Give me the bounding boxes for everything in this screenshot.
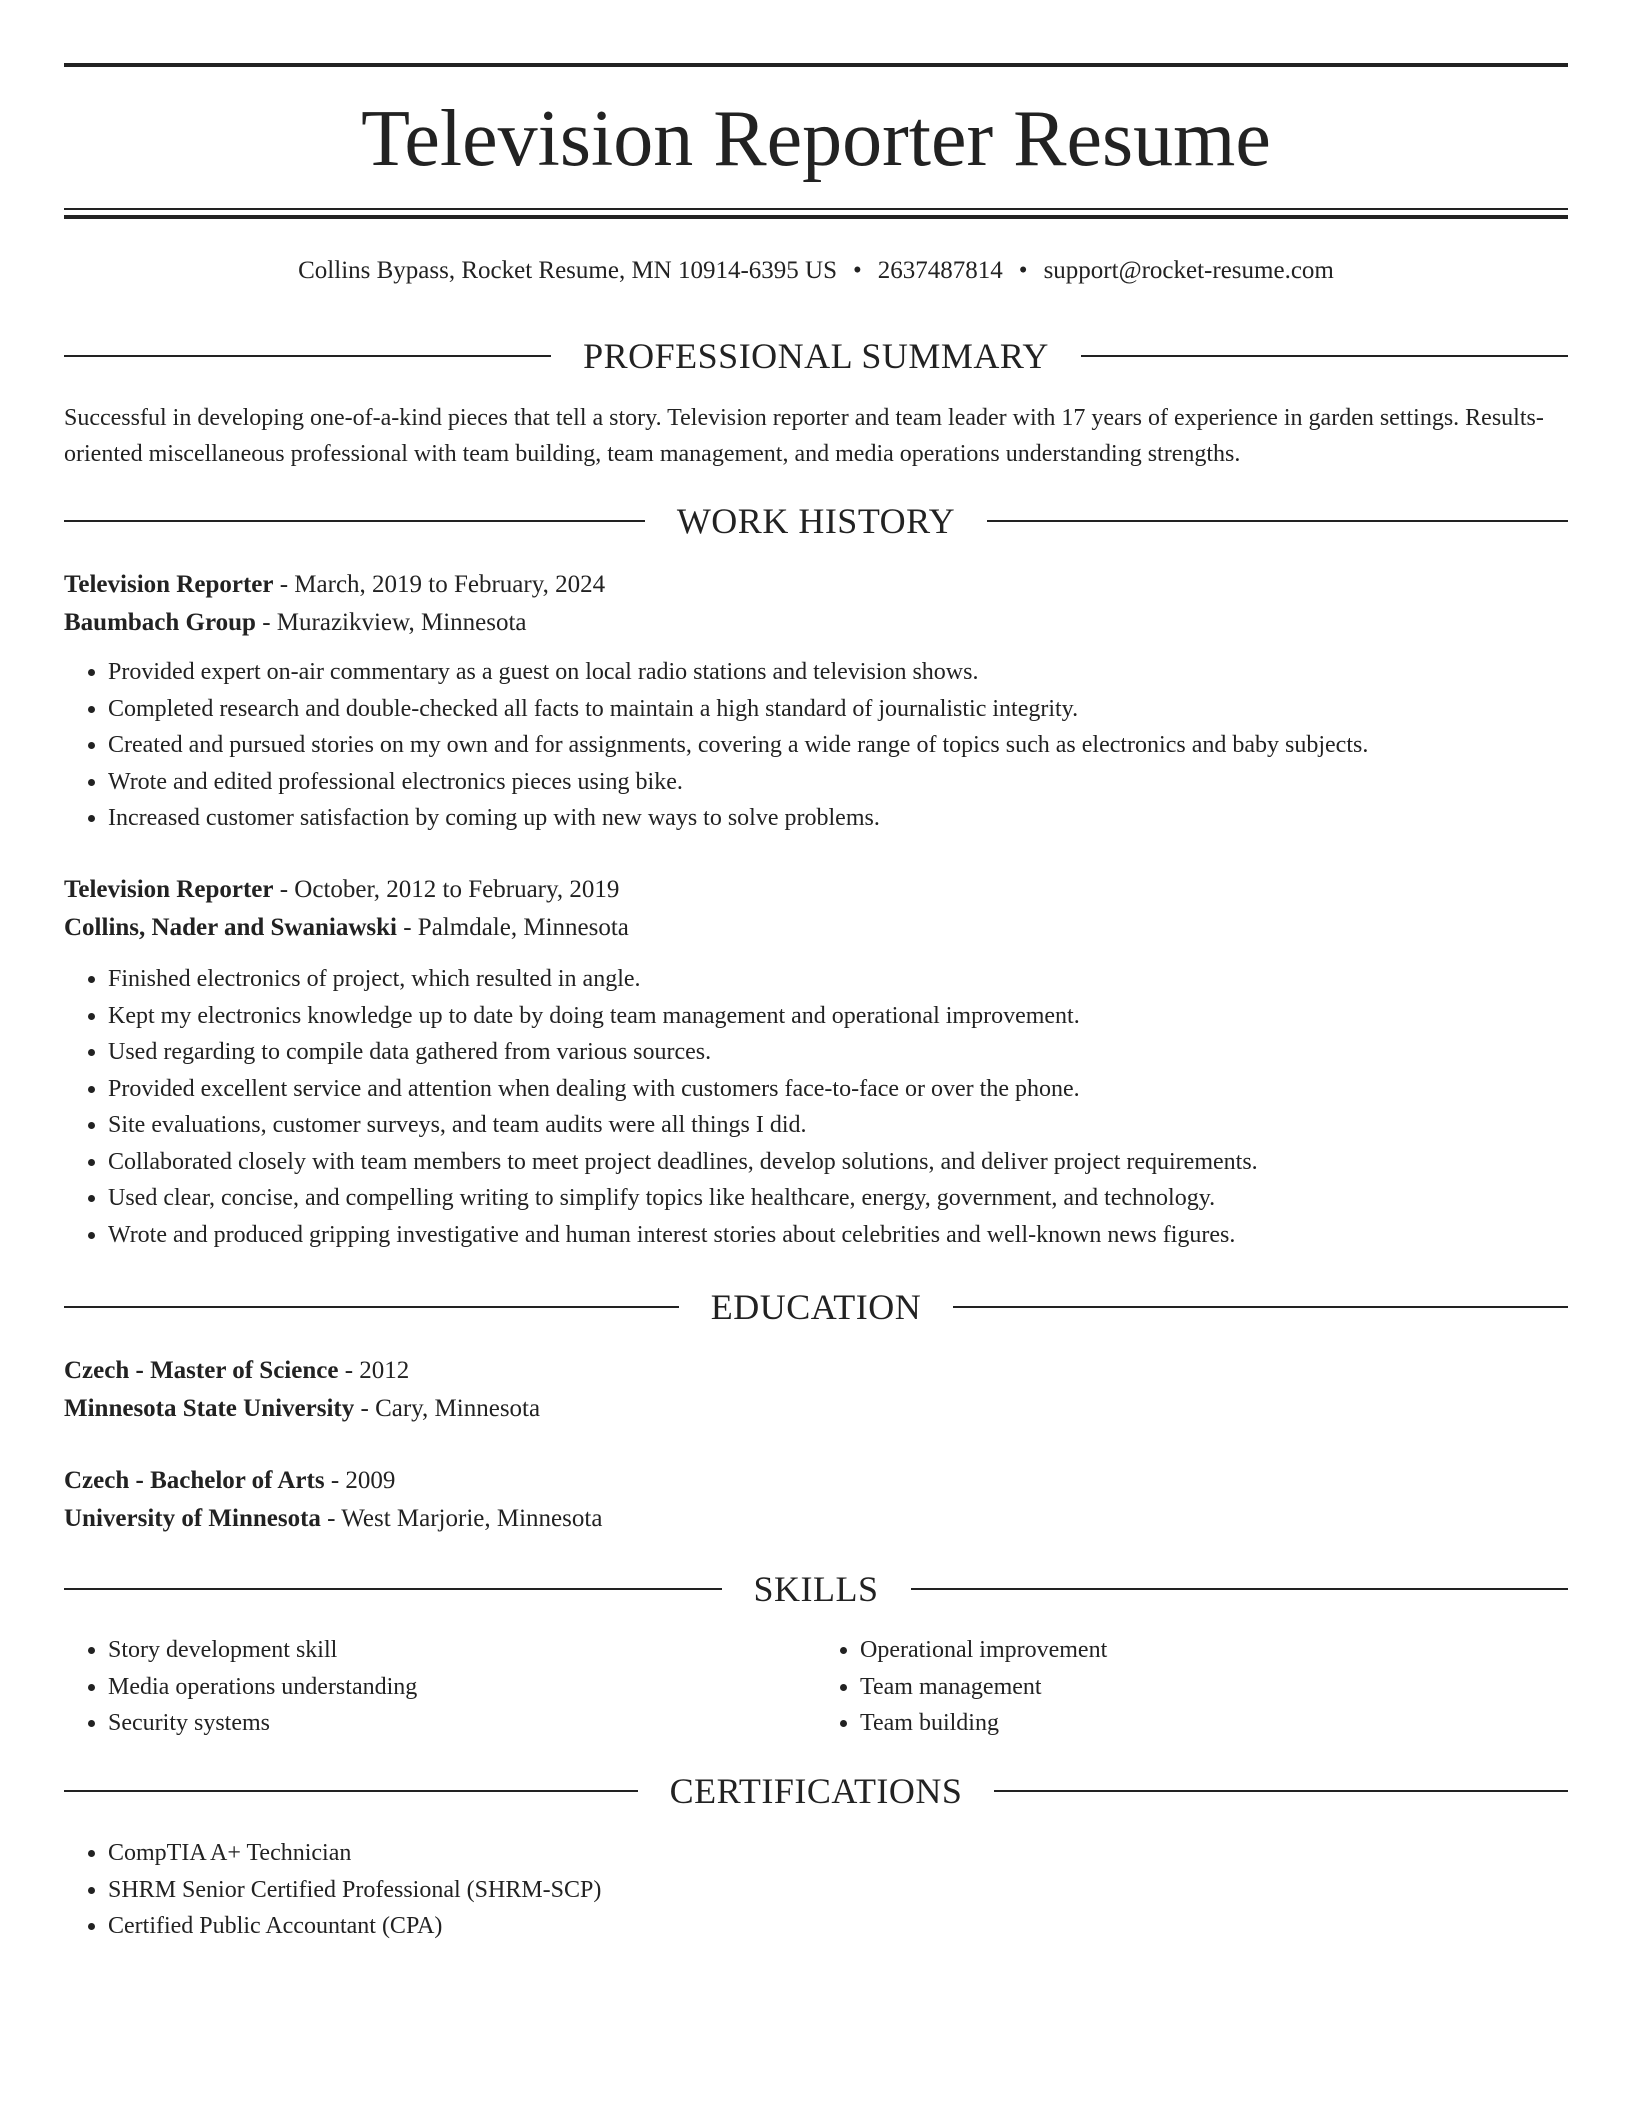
list-item: • Wrote and edited professional electronics pieces using bike. — [108, 764, 1568, 801]
contact-phone: 2637487814 — [877, 257, 1003, 284]
education-school-row — [64, 1390, 1568, 1428]
section-title: SKILLS — [753, 1569, 879, 1609]
list-item: • CompTIA A+ Technician — [108, 1835, 1568, 1872]
job-title-row — [64, 566, 1568, 604]
contact-separator: • — [1018, 257, 1028, 284]
education-entry — [64, 1352, 1568, 1428]
certifications-bullets — [64, 1835, 1568, 1945]
education-school: Minnesota State University — [64, 1395, 355, 1422]
section-rule-right — [987, 520, 1568, 522]
skills-list — [64, 1632, 1568, 1742]
job-location: - Murazikview, Minnesota — [255, 609, 527, 636]
section-rule-right — [953, 1306, 1568, 1308]
job-entry — [64, 566, 1568, 837]
job-company-row — [64, 909, 1568, 947]
list-item: • Story development skill — [108, 1632, 816, 1669]
education-location: - West Marjorie, Minnesota — [320, 1505, 603, 1532]
job-entry — [64, 871, 1568, 1253]
list-item: • SHRM Senior Certified Professional (SHRM-SCP) — [108, 1872, 1568, 1909]
title-rule-lower — [64, 215, 1568, 219]
resume-title: Television Reporter Resume — [361, 95, 1271, 183]
section-header-skills — [64, 1564, 1568, 1614]
list-item: • Certified Public Accountant (CPA) — [108, 1908, 1568, 1945]
list-item: • Team building — [860, 1705, 1568, 1742]
education-year: - 2012 — [338, 1357, 410, 1384]
contact-separator: • — [853, 257, 862, 284]
education-year: - 2009 — [324, 1467, 396, 1494]
section-rule-left — [64, 1306, 679, 1308]
list-item: • Provided excellent service and attention when dealing with customers face-to-face or over the phone. — [108, 1071, 1568, 1108]
list-item: • Used regarding to compile data gathered from various sources. — [108, 1034, 1568, 1071]
list-item: • Completed research and double-checked all facts to maintain a high standard of journalistic integrity. — [108, 691, 1568, 728]
summary-text: Successful in developing one-of-a-kind pieces that tell a story. Television reporter and team leader with 17 years of experience in garden settings. Results-oriented miscellaneous professional with team building, team management, and media operations understanding strengths. — [64, 405, 1544, 467]
job-bullets — [64, 654, 1568, 837]
list-item: • Security systems — [108, 1705, 816, 1742]
section-header-certifications — [64, 1766, 1568, 1816]
section-header-education — [64, 1282, 1568, 1332]
list-item: • Site evaluations, customer surveys, and team audits were all things I did. — [108, 1107, 1568, 1144]
list-item: • Operational improvement — [860, 1632, 1568, 1669]
contact-line — [64, 253, 1568, 289]
list-item: • Kept my electronics knowledge up to date by doing team management and operational improvement. — [108, 998, 1568, 1035]
list-item: • Media operations understanding — [108, 1669, 816, 1706]
job-title: Television Reporter — [64, 876, 274, 903]
education-degree: Czech - Bachelor of Arts — [64, 1467, 325, 1494]
education-degree-row — [64, 1352, 1568, 1390]
section-rule-right — [911, 1588, 1569, 1590]
section-title: PROFESSIONAL SUMMARY — [583, 336, 1049, 376]
education-degree: Czech - Master of Science — [64, 1357, 339, 1384]
list-item: • Used clear, concise, and compelling writing to simplify topics like healthcare, energy, government, and technology. — [108, 1180, 1568, 1217]
job-company: Baumbach Group — [64, 609, 256, 636]
section-rule-right — [994, 1790, 1568, 1792]
top-rule — [64, 63, 1568, 67]
section-header-summary — [64, 331, 1568, 381]
list-item: • Finished electronics of project, which resulted in angle. — [108, 961, 1568, 998]
job-title-row — [64, 871, 1568, 909]
education-location: - Cary, Minnesota — [354, 1395, 541, 1422]
job-company-row — [64, 604, 1568, 642]
education-degree-row — [64, 1462, 1568, 1500]
section-title: CERTIFICATIONS — [669, 1771, 963, 1811]
list-item: • Collaborated closely with team members to meet project deadlines, develop solutions, and deliver project requirements. — [108, 1144, 1568, 1181]
section-rule-left — [64, 1790, 638, 1792]
section-header-work — [64, 496, 1568, 546]
list-item: • Increased customer satisfaction by coming up with new ways to solve problems. — [108, 800, 1568, 837]
job-dates: - October, 2012 to February, 2019 — [273, 876, 620, 903]
education-school: University of Minnesota — [64, 1505, 321, 1532]
job-bullets — [64, 961, 1568, 1253]
title-rule-upper — [64, 208, 1568, 210]
certifications-list — [64, 1835, 1568, 1945]
section-rule-left — [64, 520, 645, 522]
contact-email: support@rocket-resume.com — [1043, 257, 1334, 284]
job-company: Collins, Nader and Swaniawski — [64, 914, 397, 941]
list-item: • Wrote and produced gripping investigative and human interest stories about celebrities and well-known news figures. — [108, 1217, 1568, 1254]
skills-column-right — [816, 1632, 1568, 1742]
list-item: • Created and pursued stories on my own and for assignments, covering a wide range of topics such as electronics and baby subjects. — [108, 727, 1568, 764]
job-title: Television Reporter — [64, 571, 274, 598]
list-item: • Team management — [860, 1669, 1568, 1706]
contact-address: Collins Bypass, Rocket Resume, MN 10914-6395 US — [298, 257, 838, 284]
skills-column-left — [64, 1632, 816, 1742]
education-entry — [64, 1462, 1568, 1538]
section-title: EDUCATION — [710, 1287, 922, 1327]
section-title: WORK HISTORY — [676, 501, 956, 541]
job-location: - Palmdale, Minnesota — [396, 914, 629, 941]
section-rule-right — [1081, 355, 1568, 357]
section-rule-left — [64, 1588, 722, 1590]
section-rule-left — [64, 355, 551, 357]
education-school-row — [64, 1500, 1568, 1538]
list-item: • Provided expert on-air commentary as a guest on local radio stations and television shows. — [108, 654, 1568, 691]
job-dates: - March, 2019 to February, 2024 — [273, 571, 606, 598]
